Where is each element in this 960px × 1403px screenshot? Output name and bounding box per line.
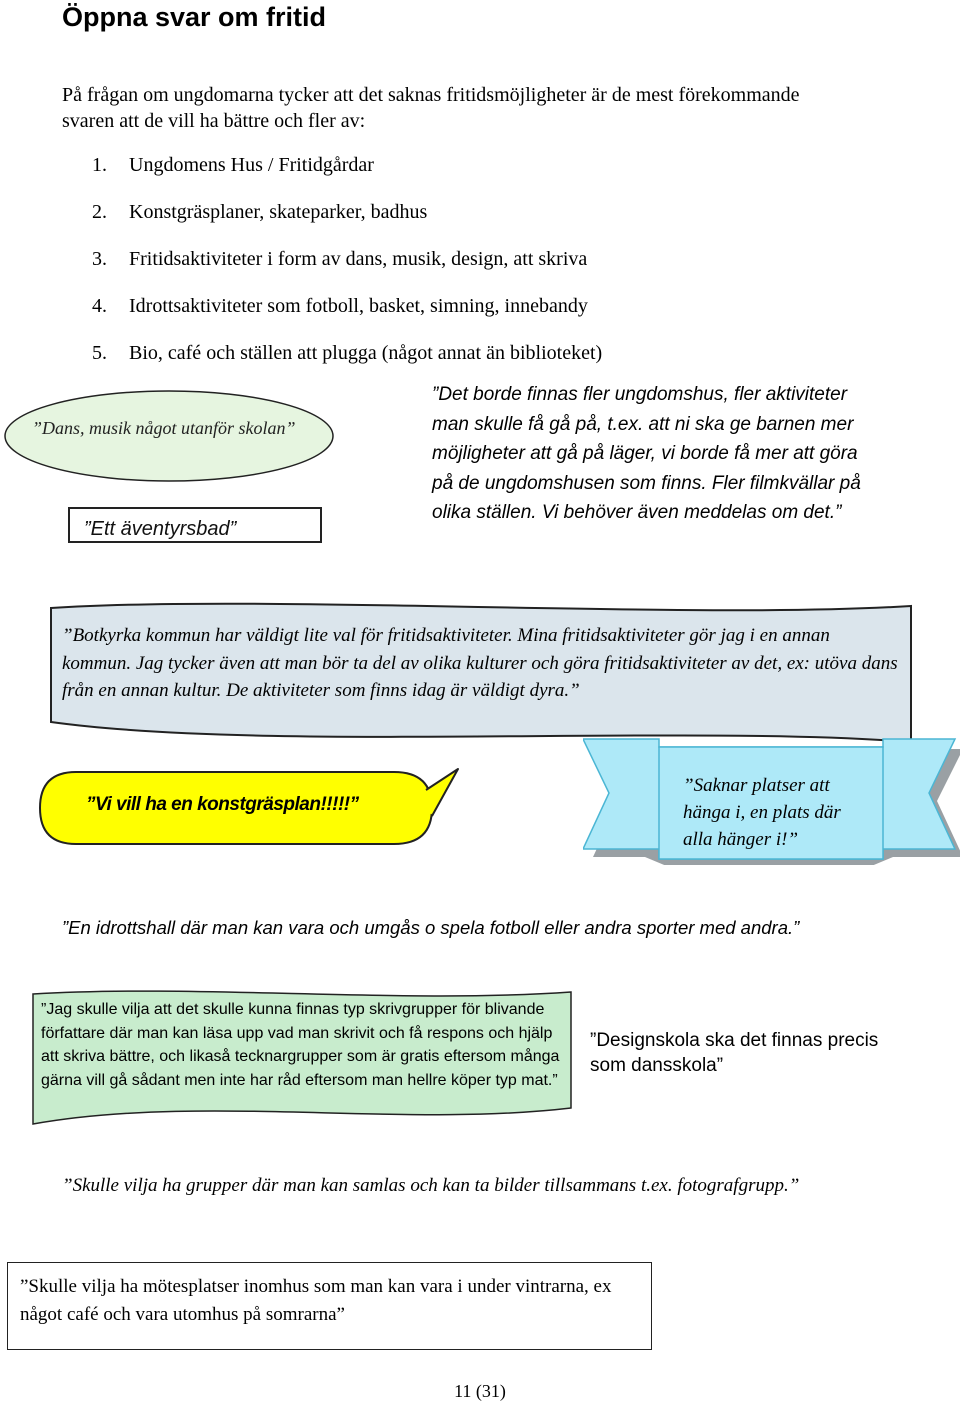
list-item-number: 2. — [92, 201, 107, 223]
quote-skrivgrupper-box — [31, 990, 575, 1128]
list-item — [92, 291, 602, 338]
list-item-text: Konstgräsplaner, skateparker, badhus — [129, 201, 428, 223]
quote-saknar-text: ”Saknar platser att hänga i, en plats där alla hänger i!” — [683, 775, 841, 850]
list-item — [92, 338, 602, 385]
page-number: 11 (31) — [454, 1381, 506, 1401]
quote-dans-text: ”Dans, musik något utanför skolan” — [32, 418, 296, 438]
list-item — [92, 244, 602, 291]
quote-saknar-ribbon — [583, 735, 960, 865]
quote-ungdomshus-text: ”Det borde finnas fler ungdomshus, fler aktiviteter man skulle få gå på, t.ex. att ni ska ge barnen mer möjligheter att gå på läger, vi borde få mer att göra på de ungdomshusen som finns. Fler filmkvällar på olika ställen. Vi behöver även meddelas om det.” — [432, 384, 861, 523]
list-item-text: Fritidsaktiviteter i form av dans, musik, design, att skriva — [129, 248, 588, 270]
list-item-number: 4. — [92, 295, 107, 317]
quote-dans-bubble — [2, 388, 336, 484]
list-item — [92, 197, 602, 244]
quote-botkyrka-text: ”Botkyrka kommun har väldigt lite val för fritidsaktiviteter. Mina fritidsaktiviteter gör jag i en annan kommun. Jag tycker även att man bör ta del av olika kulturer och göra fritidsaktiviteter av det, ex: utöva dans från en annan kultur. De aktiviteter som finns idag är väldigt dyra.” — [62, 625, 898, 701]
list-item — [92, 150, 602, 197]
quote-designskola-text: ”Designskola ska det finnas precis som dansskola” — [590, 1030, 879, 1076]
list-item-text: Ungdomens Hus / Fritidgårdar — [129, 154, 374, 176]
quote-fotografgrupp-text: ”Skulle vilja ha grupper där man kan samlas och kan ta bilder tillsammans t.ex. fotografgrupp.” — [62, 1175, 800, 1196]
quote-motesplatser-text: ”Skulle vilja ha mötesplatser inomhus som man kan vara i under vintrarna, ex något café och vara utomhus på somrarna” — [20, 1276, 612, 1325]
quote-konstgras-text: ”Vi vill ha en konstgräsplan!!!!!” — [86, 794, 359, 815]
list-item-number: 5. — [92, 342, 107, 364]
list-item-text: Idrottsaktiviteter som fotboll, basket, simning, innebandy — [129, 295, 588, 317]
quote-idrottshall-text: ”En idrottshall där man kan vara och umgås o spela fotboll eller andra sporter med andra.” — [62, 917, 800, 938]
quote-aventyrsbad-text: ”Ett äventyrsbad” — [84, 518, 237, 540]
list-item-number: 3. — [92, 248, 107, 270]
answer-list — [92, 150, 602, 385]
quote-motesplatser-box — [7, 1262, 652, 1350]
intro-paragraph: På frågan om ungdomarna tycker att det saknas fritidsmöjligheter är de mest förekommande svaren att de vill ha bättre och fler av: — [62, 84, 800, 132]
page-title: Öppna svar om fritid — [62, 2, 327, 32]
list-item-number: 1. — [92, 154, 107, 176]
quote-aventyrsbad-box — [68, 507, 322, 543]
quote-skrivgrupper-text: ”Jag skulle vilja att det skulle kunna finnas typ skrivgrupper för blivande författare där man kan läsa upp vad man skrivit och få respons och hjälp att skriva bättre, och likaså tecknargrupper som är gratis eftersom många gärna vill gå sådant men inte har råd eftersom man hellre köper typ mat.” — [41, 1001, 560, 1089]
quote-konstgras-callout — [34, 766, 460, 850]
list-item-text: Bio, café och ställen att plugga (något annat än biblioteket) — [129, 342, 603, 364]
quote-botkyrka-banner — [48, 600, 914, 748]
